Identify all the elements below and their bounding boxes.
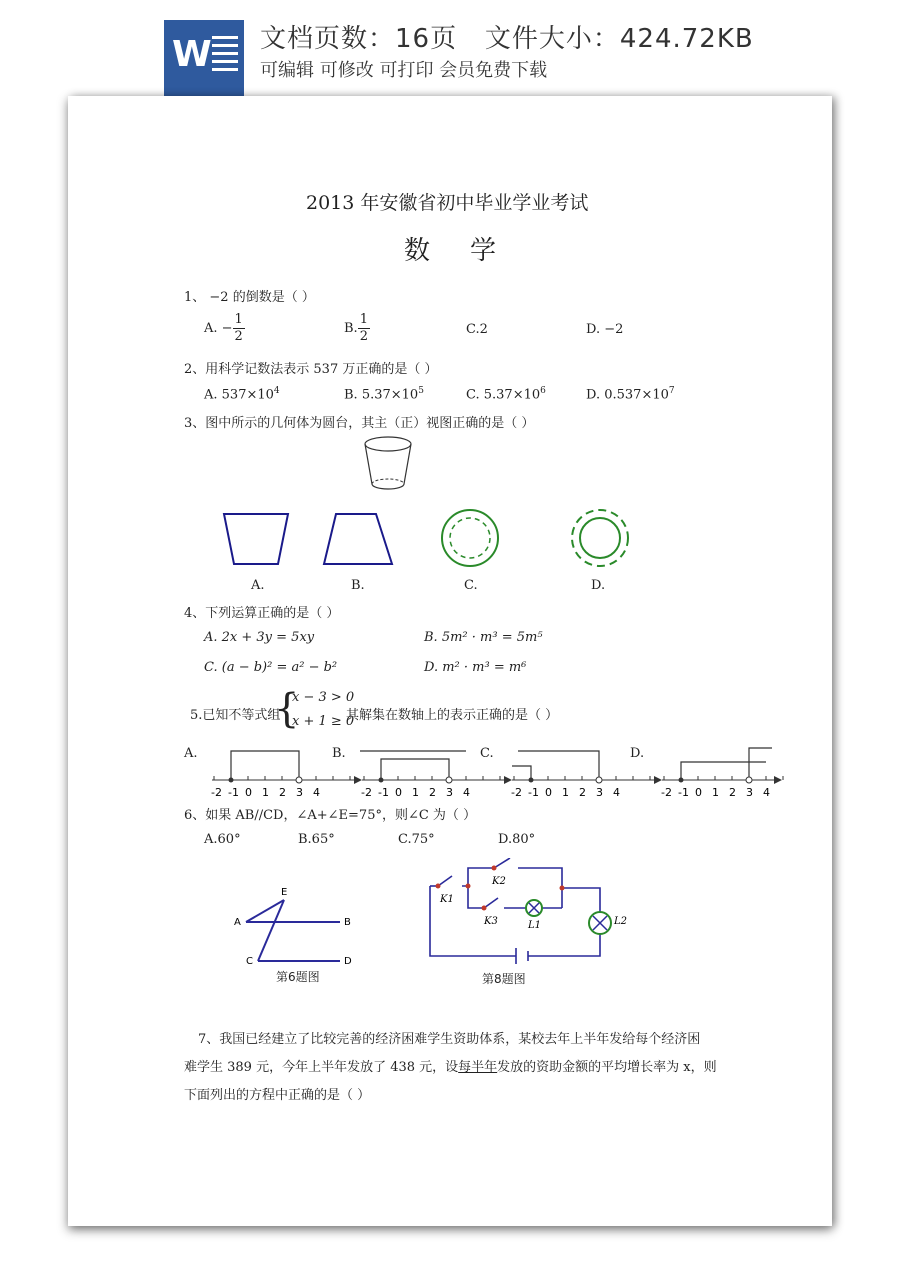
q6-option-b: B.65° — [298, 832, 335, 847]
number-line-tick-label: 1 — [712, 786, 719, 799]
q1-option-b: B. $\frac{1}{2}$ — [344, 312, 368, 344]
frustum-cup-figure — [358, 434, 418, 498]
number-line-a — [204, 744, 364, 802]
q1-option-a: A. − $\frac{1}{2}$ — [204, 312, 243, 344]
number-line-tick-label: 3 — [446, 786, 453, 799]
question-7-line-2: 难学生 389 元，今年上半年发放了 438 元，设每半年发放的资助金额的平均增长率为 x，则 — [184, 1060, 717, 1075]
number-line-tick-label: 2 — [279, 786, 286, 799]
inequality-line-1: x − 3 > 0 — [292, 690, 355, 705]
q2-option-d: D. $0.537\times 10^7$ — [586, 386, 675, 403]
q6-option-a: A.60° — [204, 832, 241, 847]
q4-option-b: B. 5m² · m³ = 5m⁵ — [424, 630, 543, 645]
q5-label-a: A. — [184, 746, 198, 761]
number-line-tick-label: 2 — [729, 786, 736, 799]
word-logo-letter: W — [172, 34, 212, 75]
fig8-label-l2: L2 — [614, 916, 628, 927]
number-line-b — [354, 744, 514, 802]
q4-option-d: D. m² · m³ = m⁶ — [424, 660, 527, 675]
q6-option-c: C.75° — [398, 832, 435, 847]
q3-option-figures — [218, 506, 678, 570]
fig8-label-k1: K1 — [440, 894, 454, 905]
q2-option-a: A. $537\times 10^4$ — [204, 386, 280, 403]
q3-a-trapezoid — [224, 514, 288, 564]
number-line-tick-label: -2 — [511, 786, 522, 799]
number-line-tick-label: 2 — [579, 786, 586, 799]
fig6-label-d: D — [344, 956, 352, 967]
fig6-label-a: A — [234, 917, 241, 928]
file-info-title: 文档页数：16页 文件大小：424.72KB — [260, 24, 754, 54]
question-4: 4、下列运算正确的是（ ） — [184, 606, 340, 621]
q1-option-d: D. −2 — [586, 322, 624, 337]
question-5-suffix: 其解集在数轴上的表示正确的是（ ） — [346, 708, 559, 723]
fig6-label-c: C — [246, 956, 253, 967]
q2-option-b: B. $5.37\times 10^5$ — [344, 386, 424, 403]
number-line-tick-label: -1 — [228, 786, 239, 799]
lamp-l2-icon — [589, 912, 611, 934]
number-line-tick-label: 3 — [596, 786, 603, 799]
question-5-prefix: 5.已知不等式组 — [190, 708, 281, 723]
number-line-tick-label: -2 — [361, 786, 372, 799]
q3-label-d: D. — [591, 578, 606, 593]
figure-6-parallel-lines — [228, 882, 368, 972]
number-line-tick-label: 4 — [463, 786, 470, 799]
download-banner — [0, 0, 900, 100]
figure-8-circuit — [424, 858, 634, 964]
subject-title: 数学 — [404, 236, 537, 266]
number-line-tick-label: 4 — [613, 786, 620, 799]
q5-label-b: B. — [332, 746, 346, 761]
q4-option-c: C. (a − b)² = a² − b² — [204, 660, 338, 675]
system-brace: { — [274, 686, 300, 732]
question-7-line-1: 7、我国已经建立了比较完善的经济困难学生资助体系，某校去年上半年发给每个经济困 — [198, 1032, 701, 1047]
fig8-label-k3: K3 — [484, 916, 498, 927]
fig8-label-l1: L1 — [528, 920, 542, 931]
number-line-tick-label: 4 — [313, 786, 320, 799]
q5-label-c: C. — [480, 746, 494, 761]
number-line-tick-label: 1 — [412, 786, 419, 799]
q3-c-inner-circle — [450, 518, 490, 558]
q3-label-b: B. — [351, 578, 365, 593]
number-line-tick-label: 0 — [395, 786, 402, 799]
fig6-label-b: B — [344, 917, 351, 928]
q2-option-c: C. $5.37\times 10^6$ — [466, 386, 546, 403]
number-line-tick-label: 2 — [429, 786, 436, 799]
figure-8-caption: 第8题图 — [482, 972, 526, 986]
number-line-tick-label: 3 — [746, 786, 753, 799]
number-line-tick-label: 0 — [695, 786, 702, 799]
q3-label-c: C. — [464, 578, 478, 593]
number-line-tick-label: -2 — [661, 786, 672, 799]
number-line-tick-label: -1 — [378, 786, 389, 799]
number-line-tick-label: -1 — [528, 786, 539, 799]
q4-option-a: A. 2x + 3y = 5xy — [204, 630, 315, 645]
question-3: 3、图中所示的几何体为圆台，其主（正）视图正确的是（ ） — [184, 416, 535, 431]
number-line-tick-label: 1 — [262, 786, 269, 799]
number-line-tick-label: 0 — [245, 786, 252, 799]
word-file-icon — [164, 20, 244, 96]
question-6: 6、如果 AB//CD，∠A+∠E=75°，则∠C 为（ ） — [184, 808, 477, 823]
question-2: 2、用科学记数法表示 537 万正确的是（ ） — [184, 362, 438, 377]
number-line-tick-label: 3 — [296, 786, 303, 799]
number-line-tick-label: 1 — [562, 786, 569, 799]
q3-d-inner-circle — [580, 518, 620, 558]
fig6-label-e: E — [281, 887, 288, 898]
q3-label-a: A. — [251, 578, 265, 593]
q5-label-d: D. — [630, 746, 645, 761]
q6-option-d: D.80° — [498, 832, 536, 847]
question-1: 1、 −2 的倒数是（ ） — [184, 290, 315, 305]
number-line-c — [504, 744, 664, 802]
number-line-tick-label: 0 — [545, 786, 552, 799]
q1-option-c: C.2 — [466, 322, 488, 337]
lamp-l1-icon — [526, 900, 542, 916]
question-7-line-3: 下面列出的方程中正确的是（ ） — [184, 1088, 371, 1103]
number-line-d — [654, 744, 784, 802]
figure-6-caption: 第6题图 — [276, 970, 320, 984]
number-line-tick-label: -2 — [211, 786, 222, 799]
fig8-label-k2: K2 — [492, 876, 506, 887]
file-features: 可编辑 可修改 可打印 会员免费下载 — [260, 60, 548, 81]
q3-b-trapezoid — [324, 514, 392, 564]
exam-title: 2013 年安徽省初中毕业学业考试 — [306, 192, 589, 214]
number-line-tick-label: 4 — [763, 786, 770, 799]
number-line-tick-label: -1 — [678, 786, 689, 799]
inequality-line-2: x + 1 ≥ 0 — [292, 714, 355, 729]
document-page — [68, 96, 832, 1226]
